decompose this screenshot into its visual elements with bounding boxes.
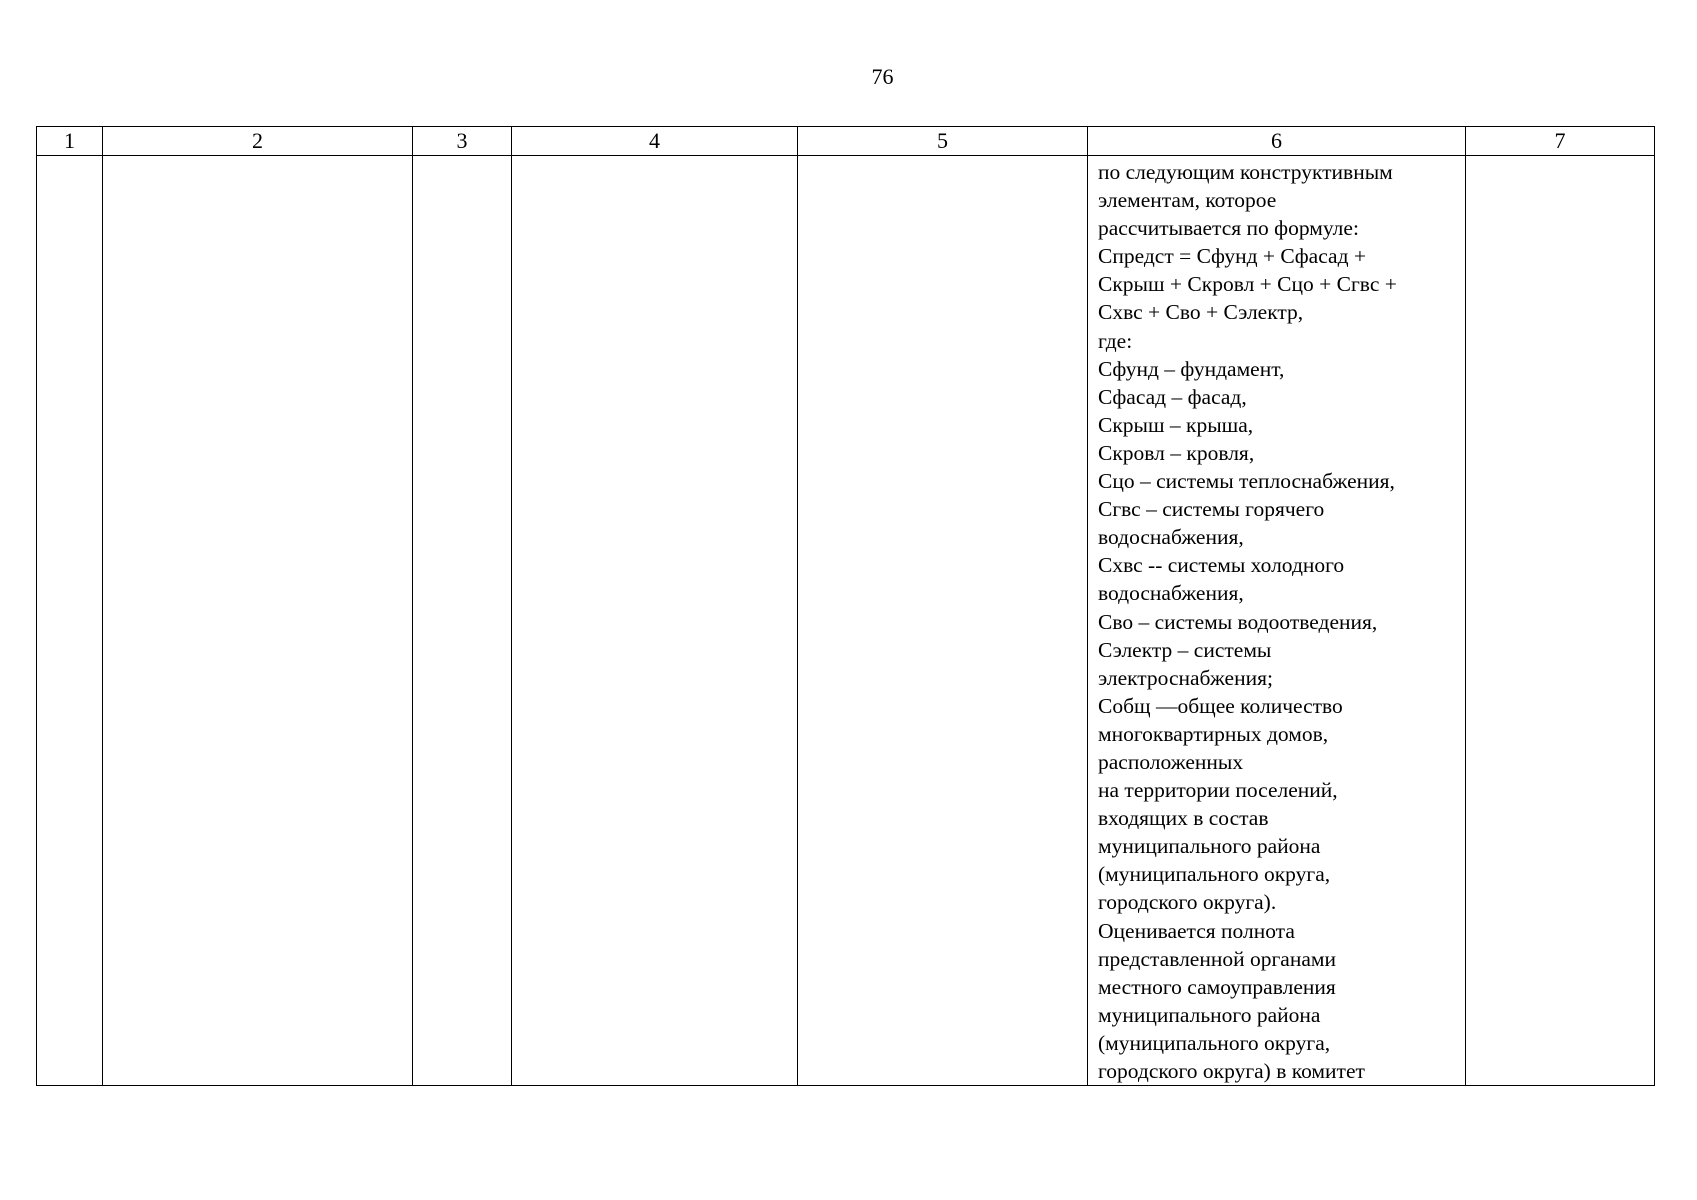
column-header-6: 6 (1088, 127, 1466, 156)
text-line: Спредст = Сфунд + Сфасад + (1098, 244, 1367, 269)
text-line: Скровл – кровля, (1098, 440, 1255, 465)
text-line: Сгвс – системы горячего (1098, 497, 1325, 522)
text-line: Собщ —общее количество (1098, 693, 1343, 718)
cell-col-6-text (1088, 156, 1465, 1085)
text-line: (муниципального округа, (1098, 862, 1331, 887)
column-header-1: 1 (37, 127, 103, 156)
text-line: расположенных (1098, 749, 1244, 774)
text-line: Схвс + Сво + Сэлектр, (1098, 300, 1304, 325)
column-header-7: 7 (1466, 127, 1655, 156)
text-line: (муниципального округа, (1098, 1030, 1331, 1055)
table-row (37, 156, 1655, 1086)
cell-col-7 (1466, 156, 1655, 1086)
text-line: на территории поселений, (1098, 778, 1338, 803)
text-line: рассчитывается по формуле: (1098, 216, 1359, 241)
column-header-2: 2 (103, 127, 413, 156)
text-line: по следующим конструктивным (1098, 160, 1393, 184)
text-line: водоснабжения, (1098, 581, 1244, 606)
text-line: представленной органами (1098, 946, 1337, 971)
text-line: входящих в состав (1098, 806, 1269, 831)
cell-col-1 (37, 156, 103, 1086)
text-line: Сво – системы водоотведения, (1098, 609, 1378, 634)
text-line: Скрыш – крыша, (1098, 412, 1254, 437)
text-line: Сфасад – фасад, (1098, 384, 1247, 409)
text-line: элементам, которое (1098, 188, 1277, 213)
cell-col-2 (103, 156, 413, 1086)
table-header-row (37, 127, 1655, 156)
cell-col-5 (798, 156, 1088, 1086)
text-line: многоквартирных домов, (1098, 721, 1329, 746)
text-line: водоснабжения, (1098, 525, 1244, 550)
cell-col-3 (413, 156, 512, 1086)
cell-col-6 (1088, 156, 1466, 1086)
text-line: городского округа) в комитет (1098, 1059, 1365, 1083)
text-line: Сфунд – фундамент, (1098, 356, 1285, 381)
text-line: местного самоуправления (1098, 974, 1336, 999)
text-line: где: (1098, 328, 1133, 353)
page-number: 76 (871, 64, 894, 89)
text-line: Сэлектр – системы (1098, 637, 1272, 662)
column-header-3: 3 (413, 127, 512, 156)
text-line: муниципального района (1098, 834, 1321, 859)
cell-col-4 (512, 156, 798, 1086)
text-line: Скрыш + Скровл + Сцо + Сгвс + (1098, 272, 1397, 297)
text-line: городского округа). (1098, 890, 1277, 915)
column-header-5: 5 (798, 127, 1088, 156)
text-line: Оценивается полнота (1098, 918, 1295, 943)
text-line: муниципального района (1098, 1002, 1321, 1027)
text-line: электроснабжения; (1098, 665, 1273, 690)
document-table (36, 126, 1655, 1086)
column-header-4: 4 (512, 127, 798, 156)
text-line: Сцо – системы теплоснабжения, (1098, 469, 1395, 494)
text-line: Схвс -- системы холодного (1098, 553, 1345, 578)
